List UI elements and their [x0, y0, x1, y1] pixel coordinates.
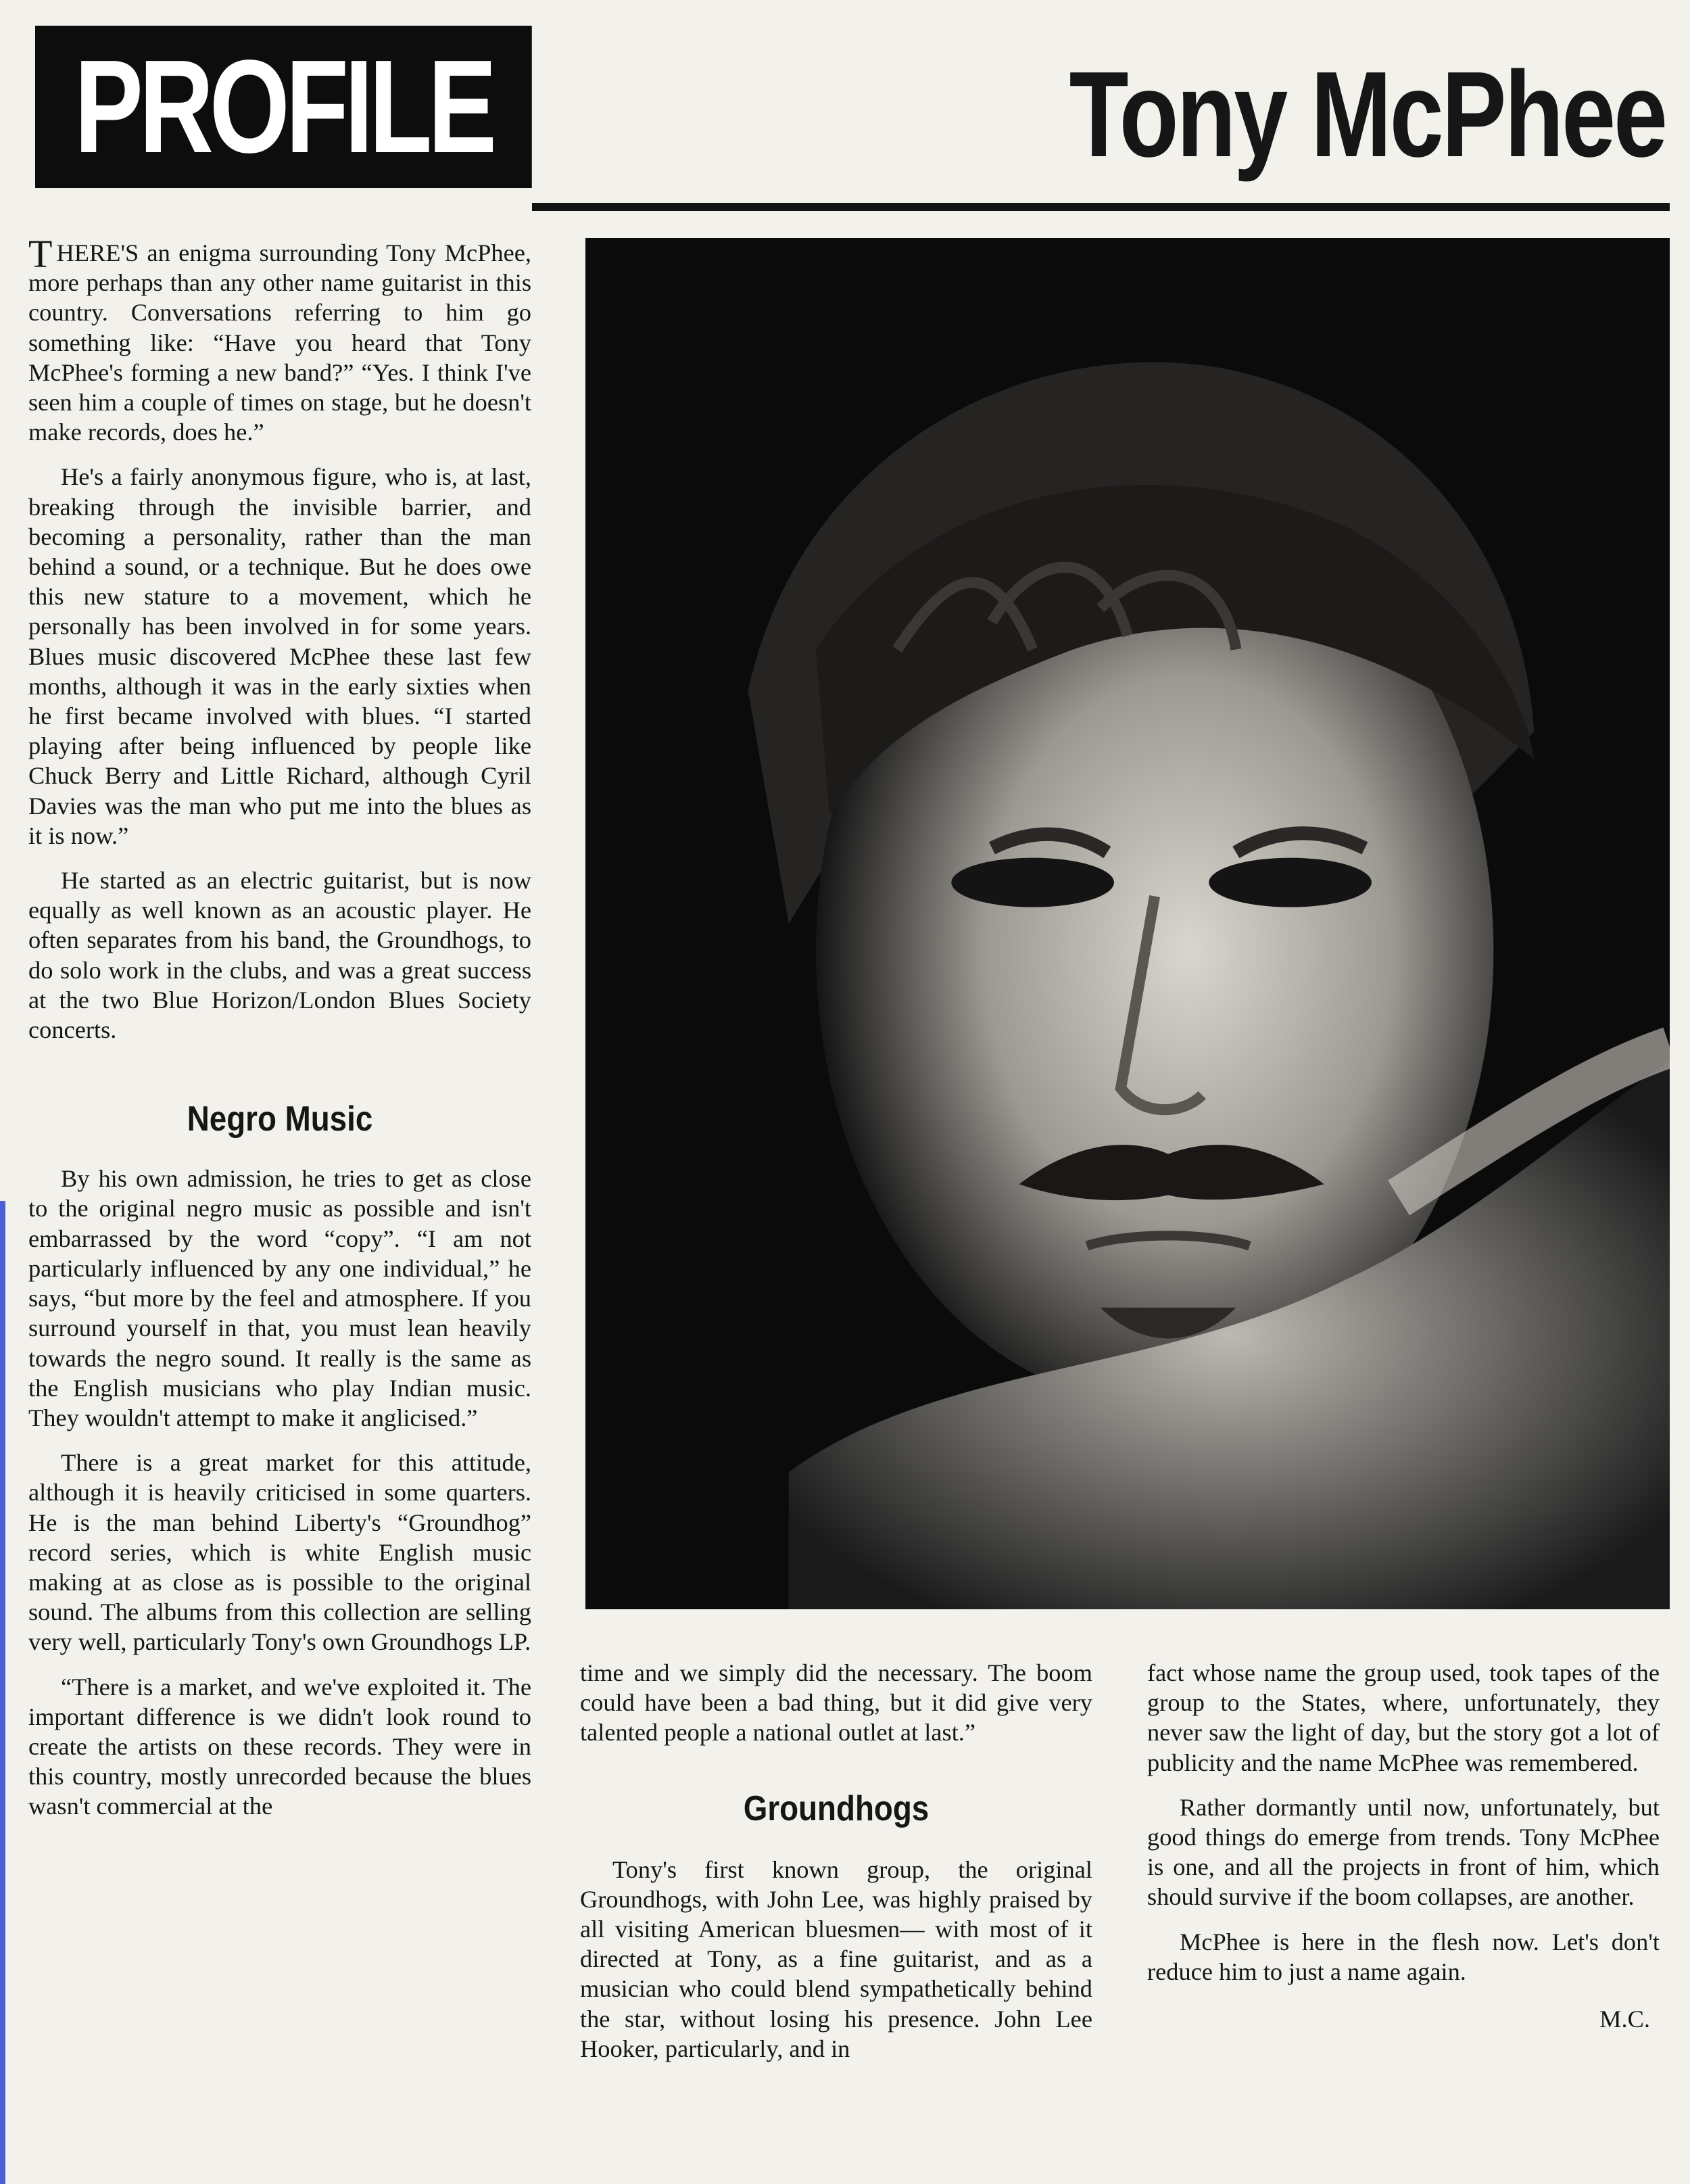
paragraph: Tony's first known group, the original Groundhogs, with John Lee, was highly praised by all visiting American bluesmen— with most of it directed at Tony, as a fine guitarist, and as a musician who could blend sympathetically behind the star, without losing his presence. John Lee Hooker, particularly, and in	[580, 1855, 1092, 2062]
article-headline: Tony McPhee	[1069, 47, 1666, 183]
paragraph	[28, 232, 531, 447]
paragraph: McPhee is here in the flesh now. Let's don't reduce him to just a name again.	[1147, 1928, 1660, 1985]
paragraph: He started as an electric guitarist, but is now equally as well known as an acoustic player. He often separates from his band, the Groundhogs, to do solo work in the clubs, and was a great success at the two Blue Horizon/London Blues Society concerts.	[28, 867, 531, 1044]
paragraph: There is a great market for this attitude, although it is heavily criticised in some quarters. He is the man behind Liberty's “Groundhog” record series, which is white English music making at as close as is possible to the original sound. The albums from this collection are selling very well, particularly Tony's own Groundhogs LP.	[28, 1449, 531, 1656]
paragraph: Rather dormantly until now, unfortunately, but good things do emerge from trends. Tony McPhee is one, and all the projects in front of him, which should survive if the boom collapses, are another.	[1147, 1793, 1660, 1911]
subhead-negro-music: Negro Music	[187, 1099, 373, 1139]
author-signoff: M.C.	[1599, 2005, 1650, 2033]
subhead-groundhogs: Groundhogs	[743, 1788, 930, 1828]
scan-edge-strip	[0, 1201, 5, 2184]
portrait-photo	[585, 238, 1670, 1609]
paragraph: “There is a market, and we've exploited it. The important difference is we didn't look round to create the artists on these records. They were in this country, mostly unrecorded because the blues wasn't commercial at the	[28, 1673, 531, 1820]
header-rule	[532, 203, 1670, 211]
paragraph: time and we simply did the necessary. The boom could have been a bad thing, but it did give very talented people a national outlet at last.”	[580, 1659, 1092, 1747]
portrait-image	[585, 238, 1670, 1609]
paragraph: By his own admission, he tries to get as close to the original negro music as possible and isn't embarrassed by the word “copy”. “I am not particularly influenced by any one individual,” he says, “but more by the feel and atmosphere. If you surround yourself in that, you must lean heavily towards the negro sound. It really is the same as the English musicians who play Indian music. They wouldn't attempt to make it anglicised.”	[28, 1165, 531, 1431]
paragraph: He's a fairly anonymous figure, who is, at last, breaking through the invisible barrier, and becoming a personality, rather than the man behind a sound, or a technique. But he does owe this new stature to a movement, which he personally has been involved in for some years. Blues music discovered McPhee these last few months, although it was in the early sixties when he first became involved with blues. “I started playing after being influenced by people like Chuck Berry and Little Richard, although Cyril Davies was the man who put me into the blues as it is now.”	[28, 463, 531, 849]
section-label-profile: PROFILE	[35, 26, 532, 188]
paragraph: fact whose name the group used, took tapes of the group to the States, where, unfortunately, they never saw the light of day, but the story got a lot of publicity and the name McPhee was remembered.	[1147, 1659, 1660, 1776]
article-column-3	[1147, 1658, 1660, 2034]
article-column-1	[28, 232, 531, 1836]
drop-cap: T	[28, 232, 53, 276]
article-column-2	[580, 1658, 1092, 2079]
paragraph-text: HERE'S an enigma surrounding Tony McPhee, more perhaps than any other name guitarist in this country. Conversations referring to him go something like: “Have you heard that Tony McPhee's forming a new band?” “Yes. I think I've seen him a couple of times on stage, but he doesn't make records, does he.”	[28, 239, 531, 446]
